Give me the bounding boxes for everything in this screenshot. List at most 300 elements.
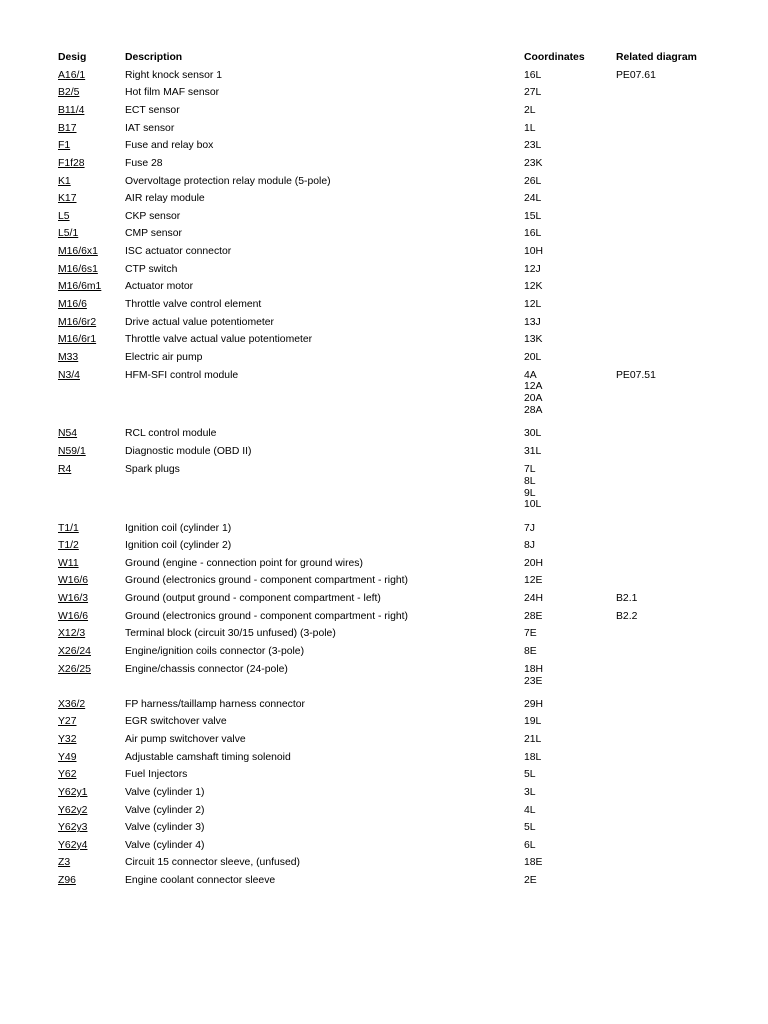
- coordinate-value: 1L: [524, 122, 536, 134]
- designation-link[interactable]: N54: [58, 428, 78, 440]
- header-coordinates: Coordinates: [524, 52, 585, 63]
- header-description: Description: [125, 52, 183, 63]
- table-row: [58, 158, 738, 176]
- coordinate-value: 15L: [524, 210, 542, 222]
- coordinate-value: 13J: [524, 316, 541, 328]
- coordinate-value: 4L: [524, 804, 536, 816]
- table-row: [58, 699, 738, 717]
- coordinate-value: 5L: [524, 822, 536, 834]
- cell-desig: [58, 428, 125, 446]
- cell-desig: [58, 875, 125, 893]
- coordinate-value: 2E: [524, 875, 537, 887]
- cell-related-diagram: B2.2: [616, 610, 638, 622]
- cell-desig: [58, 464, 125, 523]
- designation-link[interactable]: Y32: [58, 734, 77, 745]
- designation-link[interactable]: B2/5: [58, 87, 80, 99]
- designation-link[interactable]: K17: [58, 193, 77, 205]
- cell-description: Fuse 28: [125, 157, 163, 169]
- table-row: [58, 540, 738, 558]
- cell-desig: [58, 558, 125, 576]
- table-row: [58, 317, 738, 335]
- cell-description: CKP sensor: [125, 210, 181, 222]
- cell-related-diagram: [616, 464, 726, 523]
- cell-desig: [58, 281, 125, 299]
- cell-related-diagram: [616, 158, 726, 176]
- cell-desig: [58, 334, 125, 352]
- coordinate-value: 23L: [524, 140, 542, 152]
- designation-link[interactable]: L5: [58, 210, 70, 222]
- cell-desig: [58, 246, 125, 264]
- cell-description: FP harness/taillamp harness connector: [125, 698, 306, 710]
- table-row: [58, 228, 738, 246]
- table-row: [58, 822, 738, 840]
- cell-description: Electric air pump: [125, 351, 203, 363]
- coordinate-value: 30L: [524, 428, 542, 440]
- cell-coordinates: [524, 752, 616, 770]
- table-row: [58, 787, 738, 805]
- cell-coordinates: [524, 593, 616, 611]
- cell-related-diagram: [616, 805, 726, 823]
- cell-description: Hot film MAF sensor: [125, 87, 220, 99]
- cell-coordinates: [524, 446, 616, 464]
- coordinate-value: 8E: [524, 646, 537, 658]
- cell-description: Valve (cylinder 2): [125, 804, 205, 816]
- table-header: [58, 52, 738, 70]
- designation-link[interactable]: W16/6: [58, 575, 89, 587]
- coordinate-value: 13K: [524, 334, 543, 346]
- cell-desig: [58, 805, 125, 823]
- table-row: [58, 857, 738, 875]
- cell-desig: [58, 611, 125, 629]
- cell-coordinates: [524, 699, 616, 717]
- designation-link[interactable]: Y62y3: [58, 822, 88, 834]
- coordinate-value: 23E: [524, 675, 543, 687]
- cell-coordinates: [524, 317, 616, 335]
- table-row: [58, 769, 738, 787]
- cell-description: Engine coolant connector sleeve: [125, 875, 276, 887]
- coordinate-value: 23K: [524, 157, 543, 169]
- cell-coordinates: [524, 875, 616, 893]
- cell-coordinates: [524, 805, 616, 823]
- cell-description: Drive actual value potentiometer: [125, 316, 275, 328]
- table-row: [58, 140, 738, 158]
- cell-coordinates: [524, 787, 616, 805]
- designation-link[interactable]: Z3: [58, 857, 71, 869]
- designation-link[interactable]: F1f28: [58, 157, 85, 169]
- cell-description: Valve (cylinder 4): [125, 839, 205, 851]
- coordinate-value: 7E: [524, 628, 537, 640]
- coordinate-value: 24L: [524, 193, 542, 205]
- cell-desig: [58, 352, 125, 370]
- table-row: [58, 370, 738, 429]
- cell-related-diagram: [616, 446, 726, 464]
- cell-coordinates: [524, 105, 616, 123]
- table-row: [58, 264, 738, 282]
- cell-related-diagram: PE07.51: [616, 369, 656, 381]
- designation-link[interactable]: B17: [58, 122, 77, 134]
- cell-description: Ignition coil (cylinder 1): [125, 522, 232, 534]
- cell-related-diagram: [616, 123, 726, 141]
- cell-related-diagram: [616, 558, 726, 576]
- coordinate-value: 27L: [524, 87, 542, 99]
- cell-related-diagram: [616, 540, 726, 558]
- designation-link[interactable]: Y62y1: [58, 786, 88, 798]
- cell-coordinates: [524, 857, 616, 875]
- cell-coordinates: [524, 716, 616, 734]
- coordinate-value: 10L: [524, 499, 542, 511]
- table-row: [58, 875, 738, 893]
- designation-link[interactable]: M16/6m1: [58, 281, 102, 293]
- cell-description: AIR relay module: [125, 193, 205, 205]
- designation-link[interactable]: M16/6x1: [58, 246, 98, 258]
- cell-description: Spark plugs: [125, 463, 180, 475]
- cell-coordinates: [524, 193, 616, 211]
- table-row: [58, 716, 738, 734]
- cell-related-diagram: [616, 628, 726, 646]
- cell-description: Ground (output ground - component compartment - left): [125, 593, 381, 605]
- cell-desig: [58, 123, 125, 141]
- cell-description: Actuator motor: [125, 281, 194, 293]
- coordinate-value: 12L: [524, 299, 542, 311]
- designation-link[interactable]: W16/6: [58, 610, 89, 622]
- cell-coordinates: [524, 299, 616, 317]
- coordinate-value: 12K: [524, 281, 543, 293]
- designation-link[interactable]: N59/1: [58, 446, 86, 458]
- designation-link[interactable]: W11: [58, 557, 79, 569]
- table-row: [58, 176, 738, 194]
- cell-related-diagram: [616, 769, 726, 787]
- cell-desig: [58, 716, 125, 734]
- cell-coordinates: [524, 523, 616, 541]
- coordinate-value: 10H: [524, 246, 544, 258]
- cell-desig: [58, 228, 125, 246]
- cell-description: Adjustable camshaft timing solenoid: [125, 751, 291, 763]
- cell-related-diagram: [616, 87, 726, 105]
- coordinate-value: 28E: [524, 610, 543, 622]
- cell-desig: [58, 699, 125, 717]
- cell-desig: [58, 664, 125, 699]
- cell-coordinates: [524, 370, 616, 429]
- cell-coordinates: [524, 611, 616, 629]
- cell-desig: [58, 158, 125, 176]
- coordinate-value: 18L: [524, 751, 542, 763]
- coordinate-value: 18H: [524, 663, 544, 675]
- cell-coordinates: [524, 769, 616, 787]
- cell-desig: [58, 211, 125, 229]
- coordinate-value: 26L: [524, 175, 542, 187]
- cell-description: Diagnostic module (OBD II): [125, 446, 252, 458]
- coordinate-value: 29H: [524, 698, 544, 710]
- table-row: [58, 446, 738, 464]
- cell-related-diagram: [616, 228, 726, 246]
- coordinate-value: 19L: [524, 716, 542, 728]
- cell-coordinates: [524, 246, 616, 264]
- table-row: [58, 611, 738, 629]
- designation-link[interactable]: F1: [58, 140, 71, 152]
- cell-description: Circuit 15 connector sleeve, (unfused): [125, 857, 300, 869]
- cell-desig: [58, 446, 125, 464]
- cell-coordinates: [524, 428, 616, 446]
- cell-desig: [58, 734, 125, 752]
- designation-link[interactable]: Y62y2: [58, 804, 88, 816]
- cell-desig: [58, 646, 125, 664]
- cell-related-diagram: [616, 246, 726, 264]
- cell-related-diagram: [616, 523, 726, 541]
- designation-link[interactable]: Y62: [58, 769, 77, 781]
- cell-description: Engine/chassis connector (24-pole): [125, 663, 288, 675]
- cell-description: HFM-SFI control module: [125, 369, 239, 381]
- cell-related-diagram: [616, 140, 726, 158]
- cell-description: Right knock sensor 1: [125, 69, 223, 81]
- cell-description: CTP switch: [125, 263, 178, 275]
- cell-related-diagram: [616, 176, 726, 194]
- table-row: [58, 523, 738, 541]
- cell-description: Valve (cylinder 3): [125, 822, 205, 834]
- designation-link[interactable]: Y49: [58, 751, 77, 763]
- cell-desig: [58, 523, 125, 541]
- designation-link[interactable]: Y27: [58, 716, 77, 728]
- cell-coordinates: [524, 840, 616, 858]
- coordinate-value: 8L: [524, 475, 536, 487]
- coordinate-value: 16L: [524, 69, 542, 81]
- cell-coordinates: [524, 158, 616, 176]
- table-body: [58, 70, 738, 893]
- cell-related-diagram: [616, 193, 726, 211]
- cell-coordinates: [524, 334, 616, 352]
- coordinate-value: 8J: [524, 540, 535, 552]
- designation-link[interactable]: Z96: [58, 875, 76, 887]
- cell-related-diagram: [616, 105, 726, 123]
- coordinate-value: 12J: [524, 263, 541, 275]
- cell-related-diagram: [616, 264, 726, 282]
- cell-related-diagram: [616, 575, 726, 593]
- cell-coordinates: [524, 664, 616, 699]
- designation-link[interactable]: X26/24: [58, 646, 91, 658]
- cell-description: Ground (electronics ground - component compartment - right): [125, 575, 408, 587]
- table-row: [58, 840, 738, 858]
- cell-coordinates: [524, 140, 616, 158]
- cell-coordinates: [524, 70, 616, 88]
- table-row: [58, 246, 738, 264]
- cell-coordinates: [524, 176, 616, 194]
- coordinate-value: 18E: [524, 857, 543, 869]
- table-row: [58, 734, 738, 752]
- cell-related-diagram: B2.1: [616, 593, 638, 605]
- cell-related-diagram: [616, 334, 726, 352]
- cell-related-diagram: [616, 299, 726, 317]
- cell-coordinates: [524, 281, 616, 299]
- cell-description: Fuse and relay box: [125, 140, 214, 152]
- designation-link[interactable]: M16/6: [58, 299, 87, 311]
- designation-link[interactable]: M16/6s1: [58, 263, 98, 275]
- cell-desig: [58, 769, 125, 787]
- cell-description: ECT sensor: [125, 104, 180, 116]
- designation-link[interactable]: A16/1: [58, 69, 86, 81]
- cell-description: Valve (cylinder 1): [125, 786, 205, 798]
- cell-description: CMP sensor: [125, 228, 182, 240]
- table-row: [58, 628, 738, 646]
- cell-desig: [58, 593, 125, 611]
- cell-desig: [58, 176, 125, 194]
- cell-related-diagram: [616, 664, 726, 699]
- cell-coordinates: [524, 558, 616, 576]
- table-row: [58, 211, 738, 229]
- cell-coordinates: [524, 575, 616, 593]
- header-desig: Desig: [58, 52, 87, 63]
- cell-related-diagram: [616, 857, 726, 875]
- designation-link[interactable]: B11/4: [58, 104, 85, 116]
- coordinate-value: 2L: [524, 104, 536, 116]
- designation-link[interactable]: Y62y4: [58, 839, 88, 851]
- cell-desig: [58, 264, 125, 282]
- table-row: [58, 281, 738, 299]
- table-row: [58, 805, 738, 823]
- cell-description: Air pump switchover valve: [125, 734, 246, 745]
- cell-description: RCL control module: [125, 428, 217, 440]
- table-row: [58, 752, 738, 770]
- cell-desig: [58, 575, 125, 593]
- cell-description: Ground (electronics ground - component compartment - right): [125, 610, 408, 622]
- table-row: [58, 352, 738, 370]
- cell-description: Terminal block (circuit 30/15 unfused) (3-pole): [125, 628, 336, 640]
- designation-link[interactable]: R4: [58, 463, 72, 475]
- coordinate-value: 12A: [524, 381, 543, 393]
- table-row: [58, 646, 738, 664]
- table-row: [58, 105, 738, 123]
- designation-link[interactable]: M16/6r2: [58, 316, 97, 328]
- cell-description: ISC actuator connector: [125, 246, 232, 258]
- cell-description: Ground (engine - connection point for ground wires): [125, 557, 363, 569]
- table-row: [58, 87, 738, 105]
- cell-related-diagram: [616, 787, 726, 805]
- designation-link[interactable]: L5/1: [58, 228, 79, 240]
- cell-related-diagram: [616, 716, 726, 734]
- cell-desig: [58, 787, 125, 805]
- cell-desig: [58, 540, 125, 558]
- cell-related-diagram: [616, 699, 726, 717]
- table-row: [58, 123, 738, 141]
- cell-desig: [58, 857, 125, 875]
- table-row: [58, 464, 738, 523]
- coordinate-value: 21L: [524, 734, 542, 745]
- coordinate-value: 20H: [524, 557, 544, 569]
- cell-desig: [58, 193, 125, 211]
- cell-related-diagram: [616, 875, 726, 893]
- cell-description: Engine/ignition coils connector (3-pole): [125, 646, 305, 658]
- cell-desig: [58, 87, 125, 105]
- cell-related-diagram: [616, 646, 726, 664]
- designation-link[interactable]: T1/2: [58, 540, 79, 552]
- cell-coordinates: [524, 352, 616, 370]
- cell-desig: [58, 317, 125, 335]
- cell-related-diagram: [616, 428, 726, 446]
- cell-description: Fuel Injectors: [125, 769, 188, 781]
- table-row: [58, 299, 738, 317]
- cell-coordinates: [524, 822, 616, 840]
- cell-description: Throttle valve control element: [125, 299, 262, 311]
- designation-link[interactable]: W16/3: [58, 593, 89, 605]
- cell-description: Ignition coil (cylinder 2): [125, 540, 232, 552]
- designation-link[interactable]: K1: [58, 175, 71, 187]
- cell-coordinates: [524, 464, 616, 523]
- designation-link[interactable]: M16/6r1: [58, 334, 97, 346]
- cell-desig: [58, 628, 125, 646]
- coordinate-value: 24H: [524, 593, 544, 605]
- coordinate-value: 5L: [524, 769, 536, 781]
- cell-desig: [58, 370, 125, 429]
- cell-desig: [58, 70, 125, 88]
- cell-desig: [58, 840, 125, 858]
- cell-desig: [58, 105, 125, 123]
- table-row: [58, 575, 738, 593]
- designation-link[interactable]: N3/4: [58, 369, 80, 381]
- cell-related-diagram: PE07.61: [616, 69, 656, 81]
- designation-table: [58, 52, 738, 893]
- table-row: [58, 558, 738, 576]
- table-row: [58, 334, 738, 352]
- table-row: [58, 193, 738, 211]
- designation-link[interactable]: X12/3: [58, 628, 86, 640]
- table-row: [58, 428, 738, 446]
- cell-coordinates: [524, 646, 616, 664]
- cell-coordinates: [524, 540, 616, 558]
- coordinate-value: 4A: [524, 369, 537, 381]
- table-row: [58, 664, 738, 699]
- cell-related-diagram: [616, 822, 726, 840]
- cell-desig: [58, 299, 125, 317]
- header-related-diagram: Related diagram: [616, 52, 697, 63]
- coordinate-value: 3L: [524, 786, 536, 798]
- cell-related-diagram: [616, 317, 726, 335]
- coordinate-value: 28A: [524, 405, 543, 417]
- cell-coordinates: [524, 628, 616, 646]
- cell-related-diagram: [616, 840, 726, 858]
- designation-link[interactable]: X26/25: [58, 663, 91, 675]
- coordinate-value: 31L: [524, 446, 542, 458]
- cell-coordinates: [524, 264, 616, 282]
- cell-description: EGR switchover valve: [125, 716, 227, 728]
- cell-desig: [58, 822, 125, 840]
- table-row: [58, 593, 738, 611]
- coordinate-value: 9L: [524, 487, 536, 499]
- cell-related-diagram: [616, 734, 726, 752]
- coordinate-value: 6L: [524, 839, 536, 851]
- coordinate-value: 7J: [524, 522, 535, 534]
- designation-link[interactable]: T1/1: [58, 522, 79, 534]
- cell-desig: [58, 140, 125, 158]
- table-row: [58, 70, 738, 88]
- cell-description: IAT sensor: [125, 122, 175, 134]
- cell-coordinates: [524, 228, 616, 246]
- cell-desig: [58, 752, 125, 770]
- coordinate-value: 12E: [524, 575, 543, 587]
- cell-coordinates: [524, 734, 616, 752]
- cell-coordinates: [524, 87, 616, 105]
- cell-coordinates: [524, 211, 616, 229]
- coordinate-value: 20A: [524, 393, 543, 405]
- cell-coordinates: [524, 123, 616, 141]
- designation-link[interactable]: M33: [58, 351, 79, 363]
- cell-related-diagram: [616, 352, 726, 370]
- cell-related-diagram: [616, 752, 726, 770]
- cell-description: Overvoltage protection relay module (5-pole): [125, 175, 331, 187]
- cell-related-diagram: [616, 281, 726, 299]
- cell-description: Throttle valve actual value potentiometer: [125, 334, 313, 346]
- designation-link[interactable]: X36/2: [58, 698, 86, 710]
- cell-related-diagram: [616, 211, 726, 229]
- coordinate-value: 20L: [524, 351, 542, 363]
- coordinate-value: 16L: [524, 228, 542, 240]
